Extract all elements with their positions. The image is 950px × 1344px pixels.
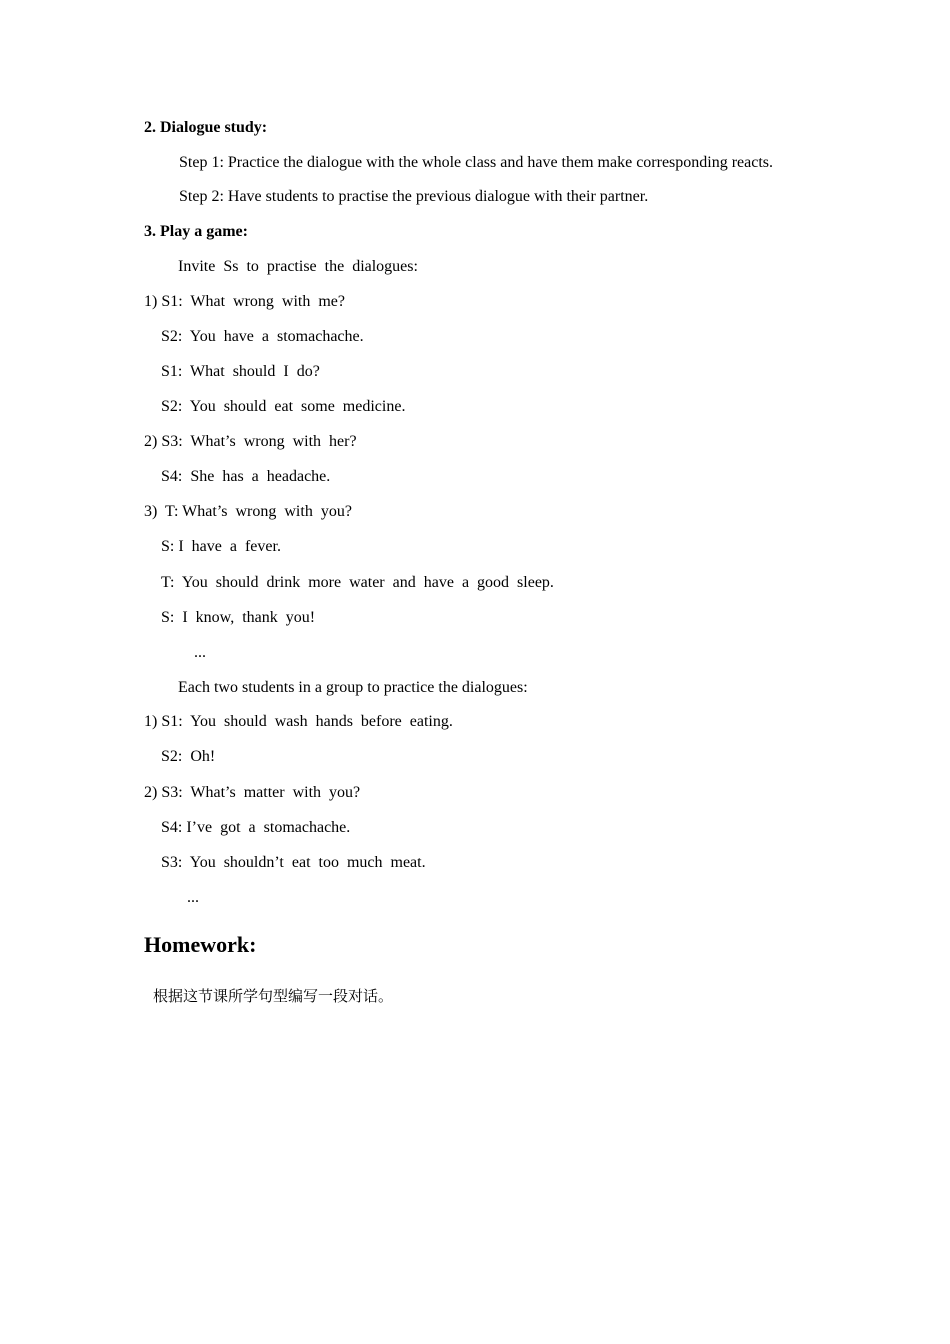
group-dialogue-line: S2: Oh! (161, 748, 216, 765)
dialogue-line: S2: You should eat some medicine. (161, 398, 406, 415)
dialogue-line: S: I know, thank you! (161, 609, 316, 626)
ellipsis-text: ... (194, 644, 206, 661)
ellipsis-text: ... (187, 889, 199, 906)
dialogue-line: S1: What should I do? (161, 363, 320, 380)
dialogue-line: 1) S1: What wrong with me? (144, 293, 346, 310)
homework-text: 根据这节课所学句型编写一段对话。 (153, 987, 394, 1005)
dialogue-line: S: I have a fever. (161, 538, 281, 555)
group-dialogue-line: 1) S1: You should wash hands before eating. (144, 713, 453, 730)
group-dialogue-line: S3: You shouldn’t eat too much meat. (161, 854, 426, 871)
group-dialogue-line: 2) S3: What’s matter with you? (144, 784, 361, 801)
section-heading-play-a-game: 3. Play a game: (144, 223, 248, 240)
dialogue-line: 2) S3: What’s wrong with her? (144, 433, 357, 450)
group-intro-text: Each two students in a group to practice the dialogues: (178, 679, 528, 696)
dialogue-line: 3) T: What’s wrong with you? (144, 503, 352, 520)
step-2-text: Step 2: Have students to practise the previous dialogue with their partner. (179, 188, 649, 205)
homework-heading: Homework: (144, 932, 257, 957)
dialogue-line: T: You should drink more water and have a good sleep. (161, 574, 554, 591)
step-1-text: Step 1: Practice the dialogue with the whole class and have them make corresponding reacts. (179, 154, 774, 171)
dialogue-line: S4: She has a headache. (161, 468, 331, 485)
section-heading-dialogue-study: 2. Dialogue study: (144, 119, 268, 136)
dialogue-line: S2: You have a stomachache. (161, 328, 364, 345)
game-intro-text: Invite Ss to practise the dialogues: (178, 258, 418, 275)
group-dialogue-line: S4: I’ve got a stomachache. (161, 819, 351, 836)
